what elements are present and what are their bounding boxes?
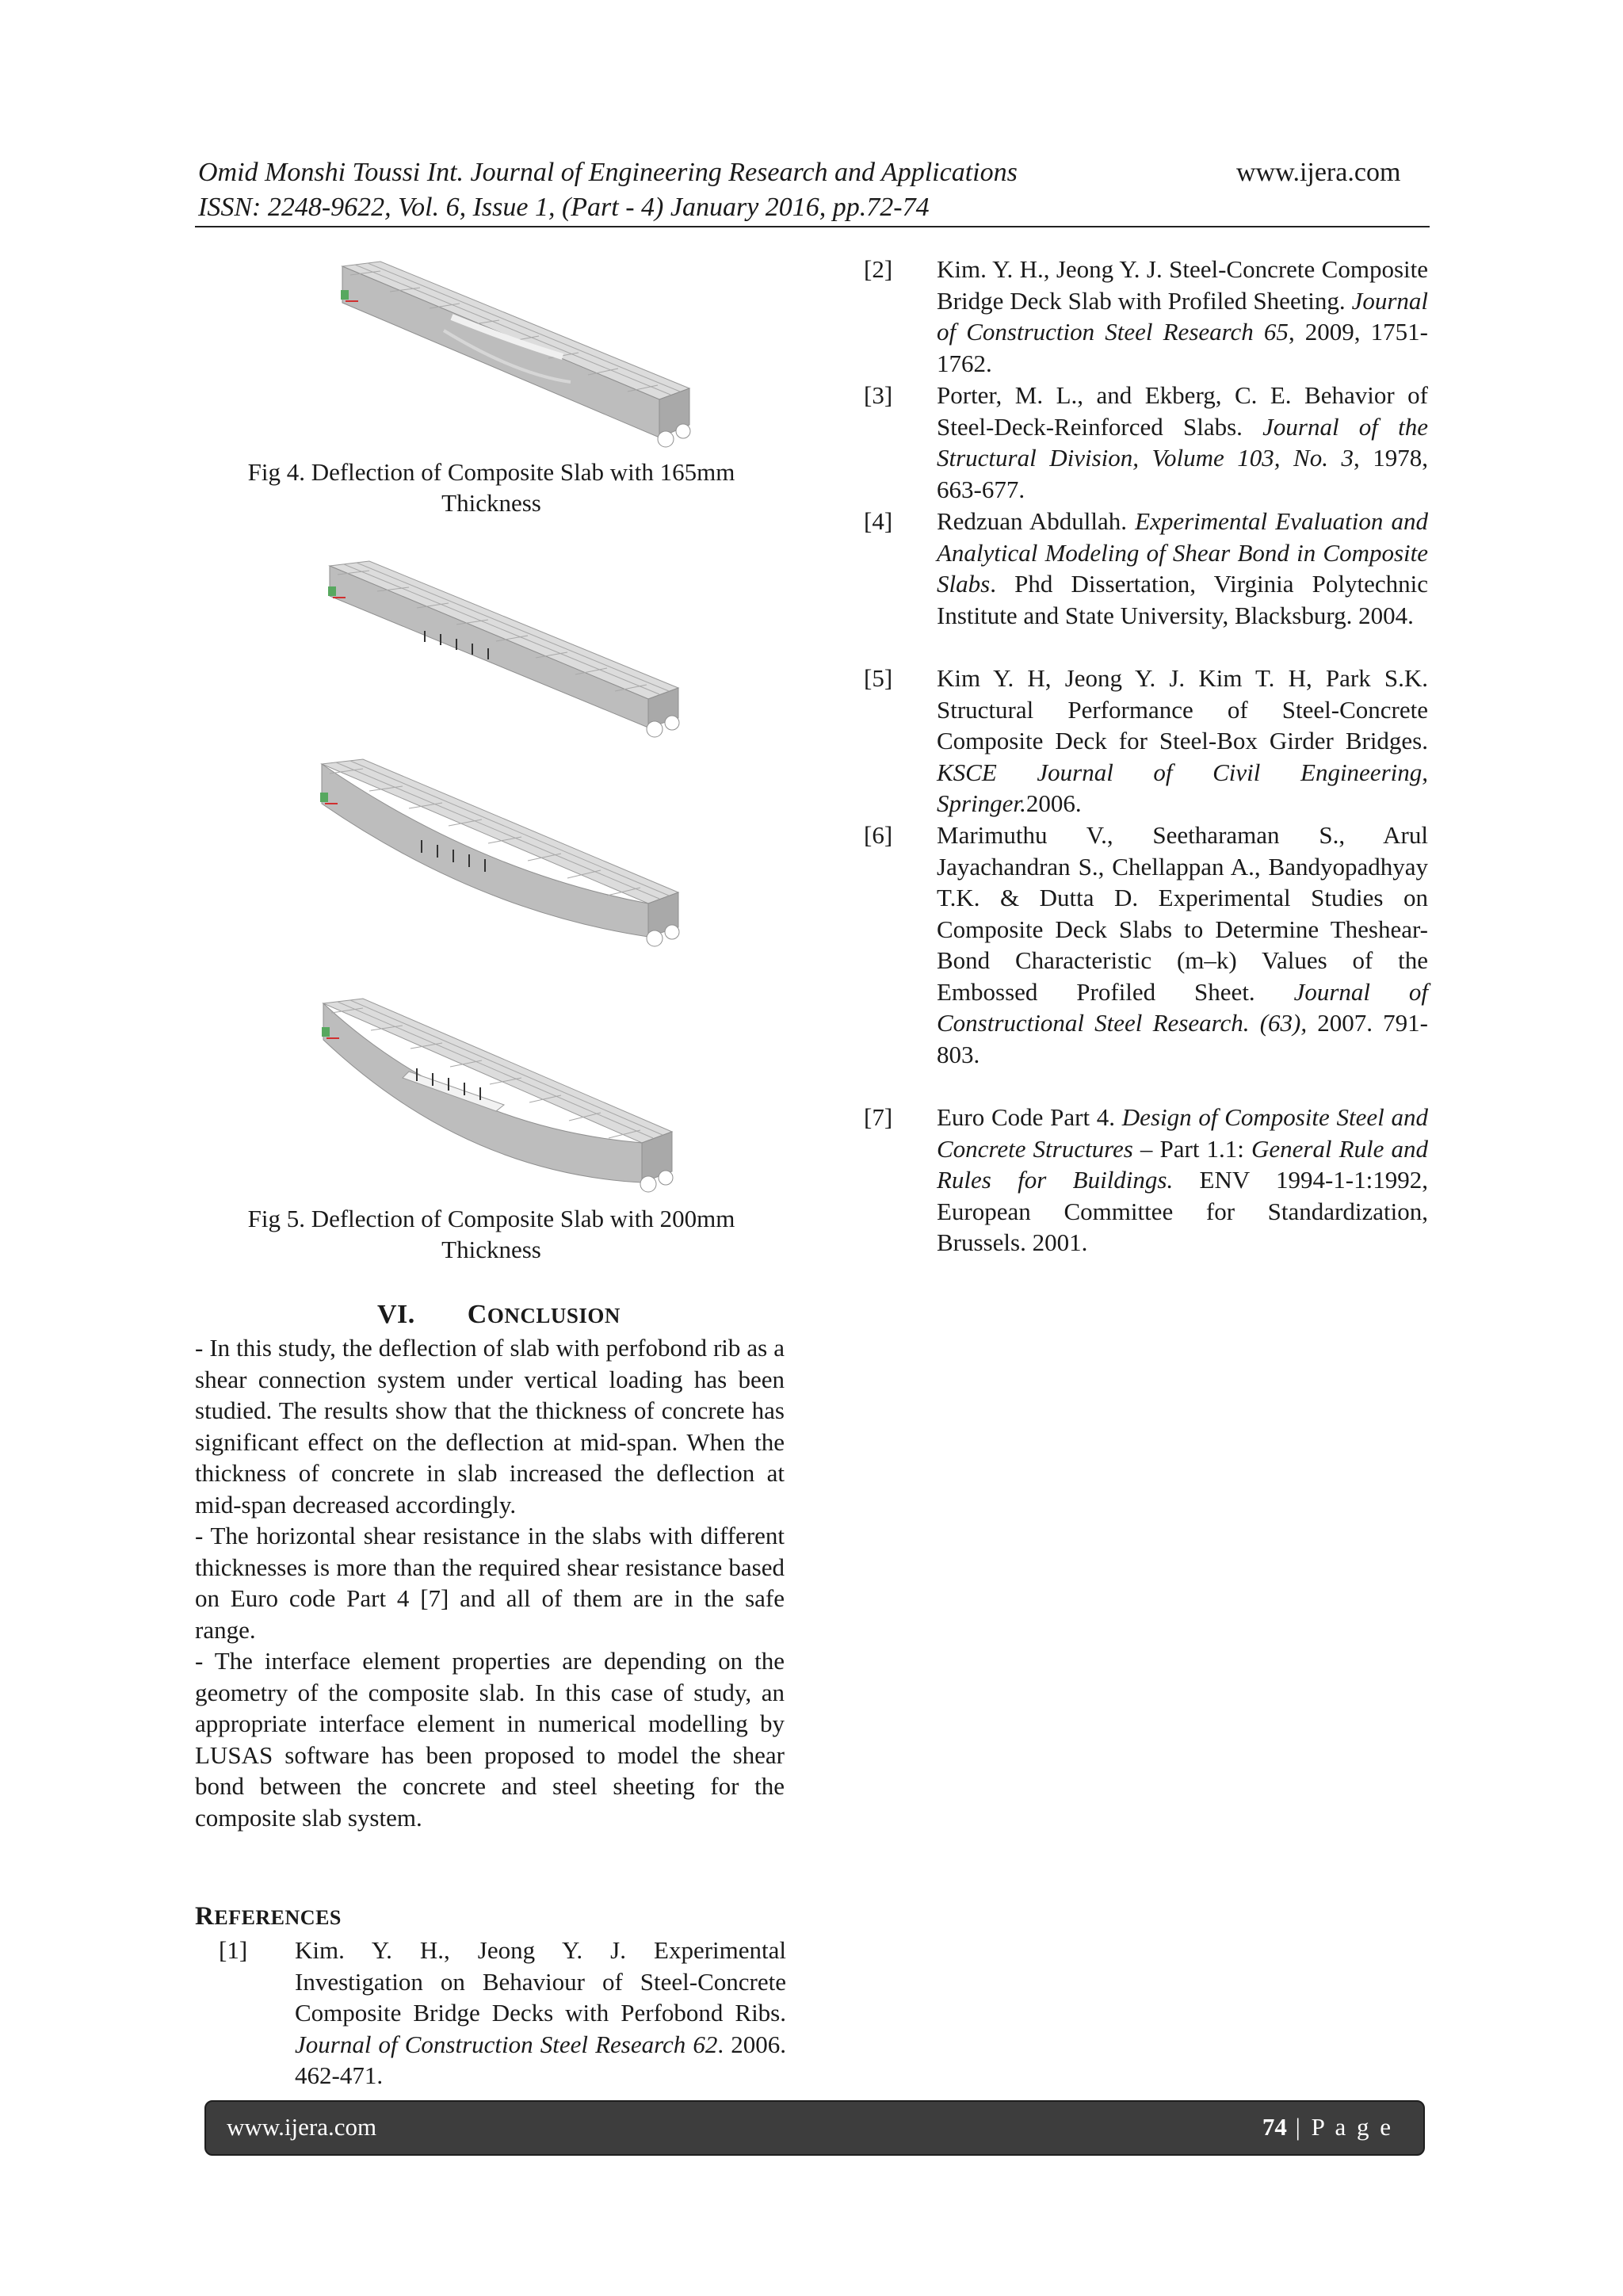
- page-number: 74: [1262, 2113, 1287, 2141]
- reference-number: [1]: [219, 1936, 248, 1964]
- reference-text: Euro Code Part 4. Design of Composite Steel and Concrete Structures – Part 1.1: General Rule and Rules for Buildings. ENV 1994-1-1:1992, European Committee for Standardization, Brussels. 2001.: [937, 1103, 1428, 1256]
- reference-text: Kim Y. H, Jeong Y. J. Kim T. H, Park S.K. Structural Performance of Steel-Concrete Composite Deck for Steel-Box Girder Bridges. KSCE Journal of Civil Engineering, Springer.2006.: [937, 664, 1428, 817]
- conclusion-paragraph-2: - The horizontal shear resistance in the slabs with different thicknesses is more than the required shear resistance based on Euro code Part 4 [7] and all of them are in the safe range.: [195, 1522, 785, 1644]
- figure-5-caption-line2: Thickness: [441, 1236, 541, 1263]
- conclusion-paragraph-3: - The interface element properties are depending on the geometry of the composite slab. In this case of study, an appropriate interface element in numerical modelling by LUSAS software has been proposed to model the shear bond between the concrete and steel sheeting for the composite slab system.: [195, 1647, 785, 1832]
- reference-number: [2]: [864, 255, 893, 283]
- figure-4-caption-line2: Thickness: [441, 489, 541, 517]
- reference-number: [4]: [864, 507, 893, 535]
- page-footer: [204, 2100, 1425, 2156]
- figure-4-caption-line1: Fig 4. Deflection of Composite Slab with 165mm: [247, 458, 735, 486]
- figure-5-caption: [195, 1203, 788, 1265]
- references-heading-initial: R: [195, 1902, 215, 1931]
- reference-text: Kim. Y. H., Jeong Y. J. Experimental Investigation on Behaviour of Steel-Concrete Composite Bridge Decks with Perfobond Ribs. Journal of Construction Steel Research 62. 2006. 462-471.: [295, 1936, 787, 2089]
- conclusion-heading: [377, 1300, 621, 1330]
- reference-number: [3]: [864, 381, 893, 409]
- reference-number: [7]: [864, 1103, 893, 1131]
- running-header-title: Omid Monshi Toussi Int. Journal of Engineering Research and Applications: [198, 158, 1018, 187]
- figure-4-caption: [195, 457, 788, 518]
- reference-text: Redzuan Abdullah. Experimental Evaluation and Analytical Modeling of Shear Bond in Composite Slabs. Phd Dissertation, Virginia Polytechnic Institute and State University, Blacksburg. 2004.: [937, 507, 1428, 629]
- reference-text: Kim. Y. H., Jeong Y. J. Steel-Concrete Composite Bridge Deck Slab with Profiled Sheeting. Journal of Construction Steel Research 65, 2009, 1751-1762.: [937, 255, 1429, 377]
- conclusion-heading-rest: ONCLUSION: [487, 1304, 621, 1328]
- footer-url[interactable]: www.ijera.com: [227, 2113, 377, 2141]
- reference-text: Porter, M. L., and Ekberg, C. E. Behavior of Steel-Deck-Reinforced Slabs. Journal of the Structural Division, Volume 103, No. 3, 1978, 663-677.: [937, 381, 1429, 503]
- reference-text: Marimuthu V., Seetharaman S., Arul Jayachandran S., Chellappan A., Bandyopadhyay T.K. & Dutta D. Experimental Studies on Composite Deck Slabs to Determine Theshear-Bond Characteristic (m–k) Values of the Embossed Profiled Sheet. Journal of Constructional Steel Research. (63), 2007. 791-803.: [937, 821, 1428, 1068]
- conclusion-paragraph-1: - In this study, the deflection of slab with perfobond rib as a shear connection system under vertical loading has been studied. The results show that the thickness of concrete has significant effect on the deflection at mid-span. When the thickness of concrete in slab increased the deflection at mid-span decreased accordingly.: [195, 1334, 785, 1519]
- figure-5a-slab-200mm: [320, 555, 693, 745]
- figure-4-slab-165mm: [333, 255, 697, 453]
- reference-number: [6]: [864, 821, 893, 849]
- conclusion-heading-number: VI.: [377, 1300, 415, 1329]
- figure-5c-slab-200mm: [314, 992, 686, 1206]
- running-header-url[interactable]: www.ijera.com: [1236, 158, 1401, 187]
- references-heading: [195, 1902, 342, 1931]
- reference-number: [5]: [864, 664, 893, 692]
- running-header-issn: ISSN: 2248-9622, Vol. 6, Issue 1, (Part - 4) January 2016, pp.72-74: [198, 193, 930, 222]
- references-heading-rest: EFERENCES: [214, 1906, 342, 1929]
- conclusion-body: [195, 1332, 785, 1833]
- figure-5b-slab-200mm: [312, 753, 693, 959]
- page-label: | P a g e: [1286, 2113, 1393, 2141]
- figure-5-caption-line1: Fig 5. Deflection of Composite Slab with 200mm: [247, 1205, 735, 1232]
- conclusion-heading-initial: C: [467, 1300, 487, 1329]
- header-divider: [195, 226, 1430, 227]
- footer-page-number: [1262, 2111, 1393, 2143]
